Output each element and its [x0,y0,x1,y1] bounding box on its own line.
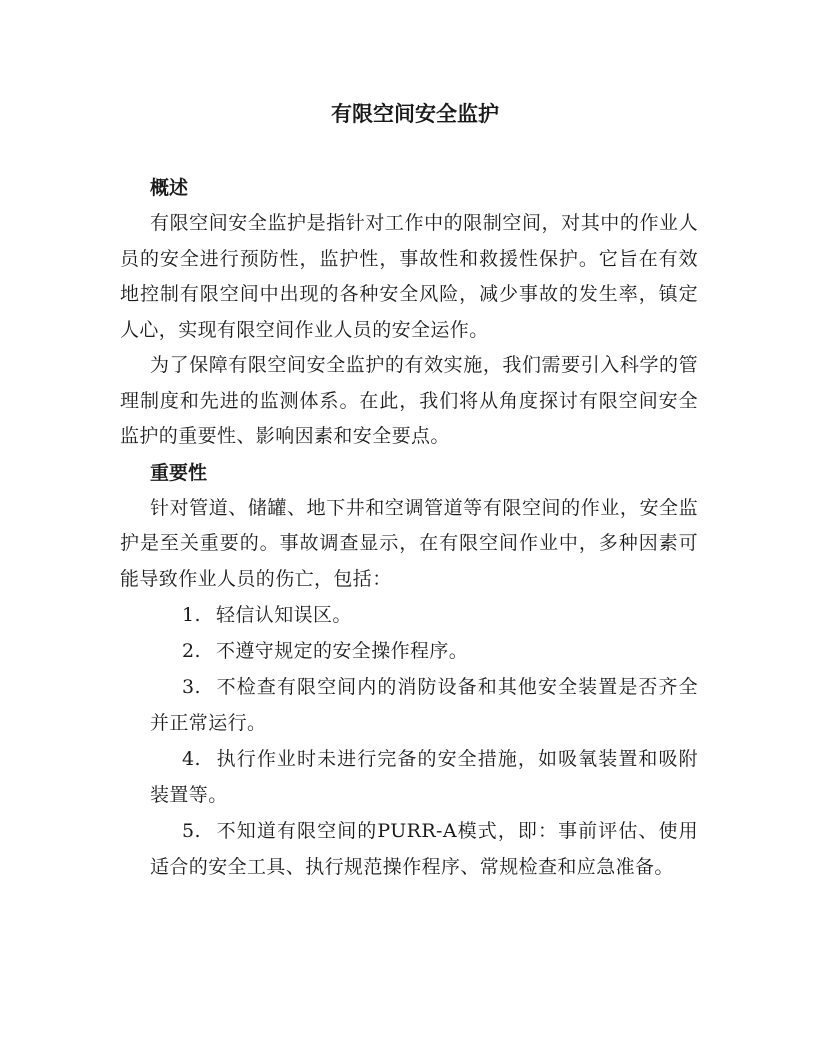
list-item [120,813,698,885]
list-item-number: 3. [182,676,201,698]
list-item-text: 不知道有限空间的PURR-A模式，即：事前评估、使用适合的安全工具、执行规范操作程序、常规检查和应急准备。 [150,820,698,878]
paragraph: 有限空间安全监护是指针对工作中的限制空间，对其中的作业人员的安全进行预防性，监护性，事故性和救援性保护。它旨在有效地控制有限空间中出现的各种安全风险，减少事故的发生率，镇定人心，实现有限空间作业人员的安全运作。 [120,212,698,341]
paragraph: 针对管道、储罐、地下井和空调管道等有限空间的作业，安全监护是至关重要的。事故调查显示，在有限空间作业中，多种因素可能导致作业人员的伤亡，包括： [120,496,698,590]
list-item [120,633,698,669]
list-item-text: 执行作业时未进行完备的安全措施，如吸氧装置和吸附装置等。 [150,748,698,806]
list-item [120,597,698,633]
paragraph: 为了保障有限空间安全监护的有效实施，我们需要引入科学的管理制度和先进的监测体系。在此，我们将从角度探讨有限空间安全监护的重要性、影响因素和安全要点。 [120,354,698,447]
factor-list [120,597,698,885]
section-overview [120,170,698,455]
list-item [120,741,698,813]
section-heading-overview: 概述 [150,177,189,199]
list-item-text: 不遵守规定的安全操作程序。 [216,640,469,662]
section-importance [120,455,698,886]
list-item-number: 2. [182,640,201,662]
list-item-number: 4. [182,748,201,770]
document-title: 有限空间安全监护 [331,101,499,126]
list-item-text: 轻信认知误区。 [216,604,352,626]
list-item-number: 1. [182,604,201,626]
list-item-number: 5. [182,820,201,842]
document-page [120,96,698,885]
section-heading-importance: 重要性 [150,461,208,484]
list-item-text: 不检查有限空间内的消防设备和其他安全装置是否齐全并正常运行。 [150,676,698,734]
list-item [120,669,698,741]
